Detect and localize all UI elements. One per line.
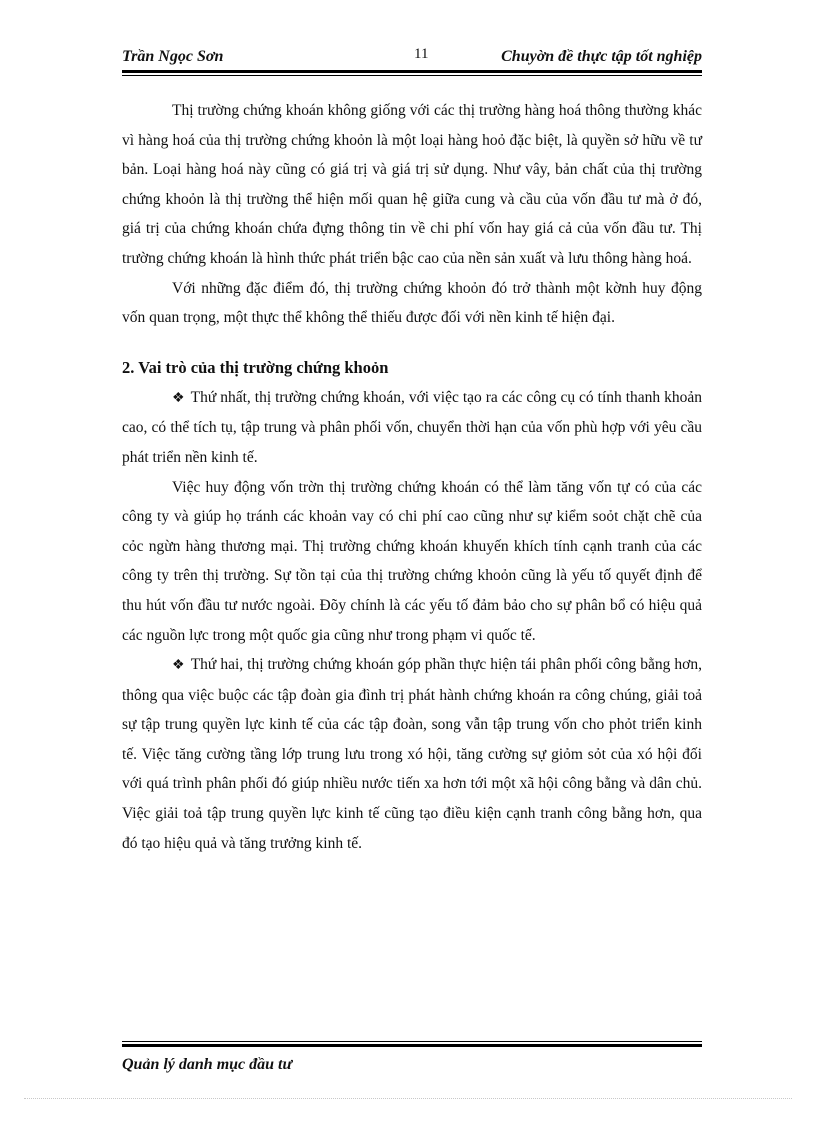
header-rule: [122, 70, 702, 76]
header-author: Trần Ngọc Sơn: [122, 48, 224, 65]
footer-rule: [122, 1041, 702, 1047]
page-footer: Quản lý danh mục đầu tư: [122, 1056, 293, 1073]
page-body: [122, 96, 702, 858]
section-heading: 2. Vai trò của thị trường chứng khoỏn: [122, 357, 389, 377]
paragraph-2: Với những đặc điểm đó, thị trường chứng khoỏn đó trở thành một kờnh huy động vốn quan trọng, một thực thể không thể thiếu được đối với nền kinh tế hiện đại.: [122, 279, 702, 327]
diamond-bullet-icon: ❖: [172, 658, 185, 674]
bullet-paragraph-2: [122, 650, 702, 858]
paragraph-3: Việc huy động vốn trờn thị trường chứng khoán có thể làm tăng vốn tự có của các công ty và giúp họ tránh các khoản vay có chi phí cao cũng như sự kiểm soỏt chặt chẽ của cỏc ngừn hàng thương mại. Thị trường chứng khoán khuyến khích tính cạnh tranh của các công ty trên thị trường. Sự tồn tại của thị trường chứng khoỏn cũng là yếu tố quyết định để thu hút vốn đầu tư nước ngoài. Đõy chính là các yếu tố đảm bảo cho sự phân bổ có hiệu quả các nguồn lực trong một quốc gia cũng như trong phạm vi quốc tế.: [122, 478, 702, 644]
header-title: Chuyờn đề thực tập tốt nghiệp: [501, 48, 702, 65]
paragraph-1: Thị trường chứng khoán không giống với các thị trường hàng hoá thông thường khác vì hàng hoá của thị trường chứng khoỏn là một loại hàng hoỏ đặc biệt, là quyền sở hữu về tư bản. Loại hàng hoá này cũng có giá trị và giá trị sử dụng. Như vây, bản chất của thị trường chứng khoỏn là thị trường thể hiện mối quan hệ giữa cung và cầu của vốn đầu tư mà ở đó, giá trị của chứng khoán chứa đựng thông tin về chi phí vốn hay giá cả của vốn đầu tư. Thị trường chứng khoán là hình thức phát triển bậc cao của nền sản xuất và lưu thông hàng hoá.: [122, 102, 702, 267]
page-header: [122, 44, 702, 70]
bullet-text-1: Thứ nhất, thị trường chứng khoán, với việc tạo ra các công cụ có tính thanh khoản cao, có thể tích tụ, tập trung và phân phối vốn, chuyển thời hạn của vốn phù hợp với yêu cầu phát triển nền kinh tế.: [122, 388, 702, 466]
page-number: 11: [414, 46, 429, 62]
diamond-bullet-icon: ❖: [172, 390, 185, 406]
bullet-text-2: Thứ hai, thị trường chứng khoán góp phần thực hiện tái phân phối công bằng hơn, thông qua việc buộc các tập đoàn gia đình trị phát hành chứng khoán ra công chúng, giải toả sự tập trung quyền lực kinh tế của các tập đoàn, song vẫn tập trung vốn cho phỏt triển kinh tế. Việc tăng cường tầng lớp trung lưu trong xó hội, tăng cường sự giỏm sỏt của xó hội đối với quá trình phân phối đó giúp nhiều nước tiến xa hơn tới một xã hội công bằng và dân chủ. Việc giải toả tập trung quyền lực kinh tế cũng tạo điều kiện cạnh tranh công bằng hơn, qua đó tạo hiệu quả và tăng trưởng kinh tế.: [122, 656, 702, 852]
bullet-paragraph-1: [122, 383, 702, 473]
page-edge-divider: [24, 1098, 792, 1099]
